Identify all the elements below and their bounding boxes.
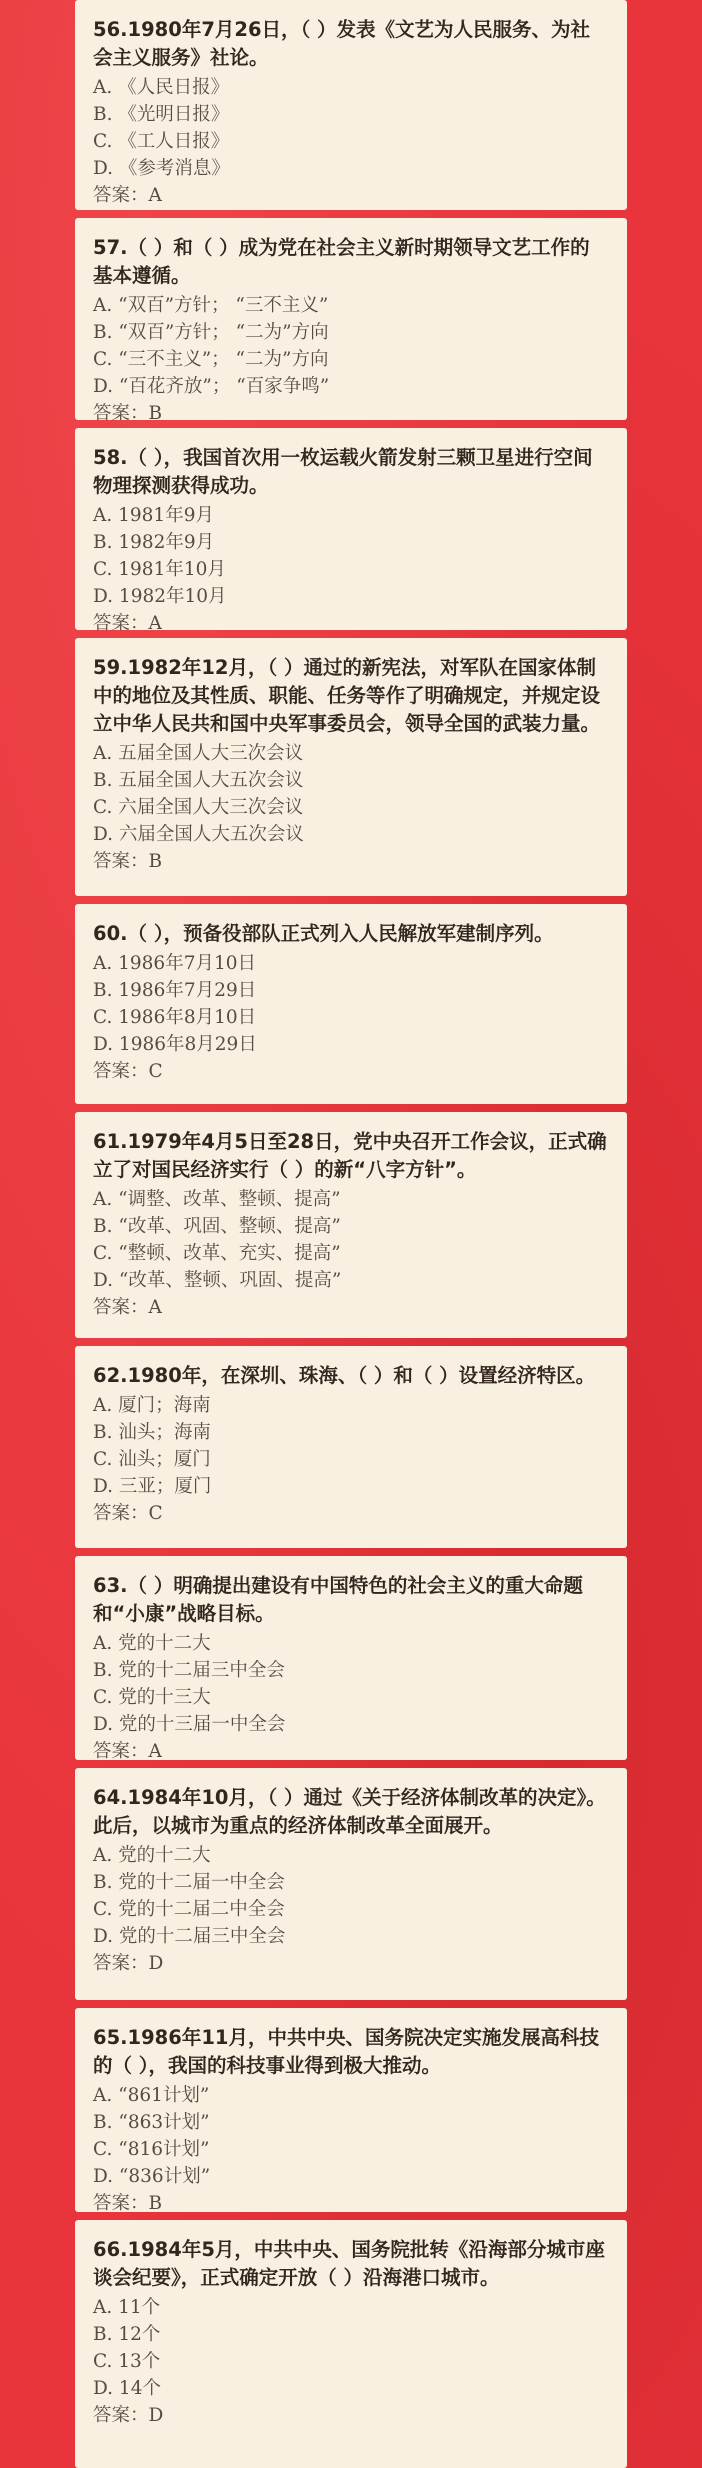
option-a: A. 1986年7月10日 [93,953,257,974]
option-b: B. 《光明日报》 [93,104,230,125]
option-b: B. 12个 [93,2324,161,2345]
option-a: A. 党的十二大 [93,1845,211,1866]
answer: 答案：C [93,1503,163,1524]
option-d: D. 14个 [93,2378,161,2399]
question-text: 64.1984年10月，（ ）通过《关于经济体制改革的决定》。此后，以城市为重点的经济体制改革全面展开。 [93,1786,606,1837]
answer: 答案：A [93,185,162,206]
option-c: C. 1981年10月 [93,559,226,580]
option-d: D. 1982年10月 [93,586,227,607]
question-text: 61.1979年4月5日至28日，党中央召开工作会议，正式确立了对国民经济实行（ ）的新“八字方针”。 [93,1130,607,1181]
question-text: 62.1980年，在深圳、珠海、（ ）和（ ）设置经济特区。 [93,1364,596,1387]
question-text: 66.1984年5月，中共中央、国务院批转《沿海部分城市座谈会纪要》，正式确定开放（ ）沿海港口城市。 [93,2238,605,2289]
question-text: 65.1986年11月，中共中央、国务院决定实施发展高科技的（ ），我国的科技事业得到极大推动。 [93,2026,599,2077]
option-b: B. 汕头；海南 [93,1422,211,1443]
option-c: C. 党的十三大 [93,1687,211,1708]
option-c: C. “三不主义”； “二为”方向 [93,349,329,370]
option-d: D. 党的十二届三中全会 [93,1926,286,1947]
question-card [75,1112,627,1338]
option-a: A. 五届全国人大三次会议 [93,743,304,764]
option-d: D. 党的十三届一中全会 [93,1714,286,1735]
option-c: C. “816计划” [93,2139,210,2160]
question-text: 63.（ ）明确提出建设有中国特色的社会主义的重大命题和“小康”战略目标。 [93,1574,583,1625]
option-c: C. 党的十二届二中全会 [93,1899,285,1920]
option-b: B. “863计划” [93,2112,210,2133]
option-d: D. 《参考消息》 [93,158,230,179]
option-a: A. “861计划” [93,2085,210,2106]
question-card [75,428,627,634]
question-text: 56.1980年7月26日，（ ）发表《文艺为人民服务、为社会主义服务》社论。 [93,18,591,69]
option-b: B. “双百”方针； “二为”方向 [93,322,329,343]
option-d: D. “百花齐放”； “百家争鸣” [93,376,330,397]
question-text: 58.（ ），我国首次用一枚运载火箭发射三颗卫星进行空间物理探测获得成功。 [93,446,593,497]
option-d: D. 1986年8月29日 [93,1034,257,1055]
question-card [75,2008,627,2212]
answer: 答案：A [93,1741,162,1762]
question-card [75,2220,627,2468]
option-a: A. 厦门；海南 [93,1395,211,1416]
question-card [75,1346,627,1548]
option-b: B. 1986年7月29日 [93,980,257,1001]
question-card [75,1556,627,1760]
answer: 答案：B [93,403,163,424]
question-card [75,0,627,210]
option-b: B. 1982年9月 [93,532,215,553]
option-c: C. “整顿、改革、充实、提高” [93,1243,341,1264]
option-d: D. 三亚；厦门 [93,1476,212,1497]
answer: 答案：A [93,613,162,634]
option-a: A. “调整、改革、整顿、提高” [93,1189,341,1210]
answer: 答案：B [93,851,163,872]
option-c: C. 13个 [93,2351,161,2372]
option-b: B. “改革、巩固、整顿、提高” [93,1216,341,1237]
option-b: B. 党的十二届一中全会 [93,1872,285,1893]
option-a: A. 1981年9月 [93,505,214,526]
answer: 答案：D [93,1953,164,1974]
answer: 答案：C [93,1061,163,1082]
question-list [75,0,627,2468]
question-text: 57.（ ）和（ ）成为党在社会主义新时期领导文艺工作的基本遵循。 [93,236,590,287]
answer: 答案：A [93,1297,162,1318]
option-d: D. “改革、整顿、巩固、提高” [93,1270,342,1291]
option-d: D. 六届全国人大五次会议 [93,824,304,845]
option-c: C. 《工人日报》 [93,131,230,152]
answer: 答案：B [93,2193,163,2214]
answer: 答案：D [93,2405,164,2426]
question-text: 59.1982年12月，（ ）通过的新宪法，对军队在国家体制中的地位及其性质、职能、任务等作了明确规定，并规定设立中华人民共和国中央军事委员会，领导全国的武装力量。 [93,656,601,735]
question-card [75,638,627,896]
option-a: A. 党的十二大 [93,1633,211,1654]
option-b: B. 五届全国人大五次会议 [93,770,304,791]
option-a: A. 11个 [93,2297,161,2318]
option-a: A. “双百”方针； “三不主义” [93,295,329,316]
question-card [75,1768,627,2000]
option-a: A. 《人民日报》 [93,77,230,98]
question-card [75,218,627,424]
question-text: 60.（ ），预备役部队正式列入人民解放军建制序列。 [93,922,554,945]
question-card [75,904,627,1104]
option-c: C. 1986年8月10日 [93,1007,257,1028]
option-b: B. 党的十二届三中全会 [93,1660,285,1681]
option-c: C. 六届全国人大三次会议 [93,797,304,818]
option-d: D. “836计划” [93,2166,211,2187]
option-c: C. 汕头；厦门 [93,1449,211,1470]
